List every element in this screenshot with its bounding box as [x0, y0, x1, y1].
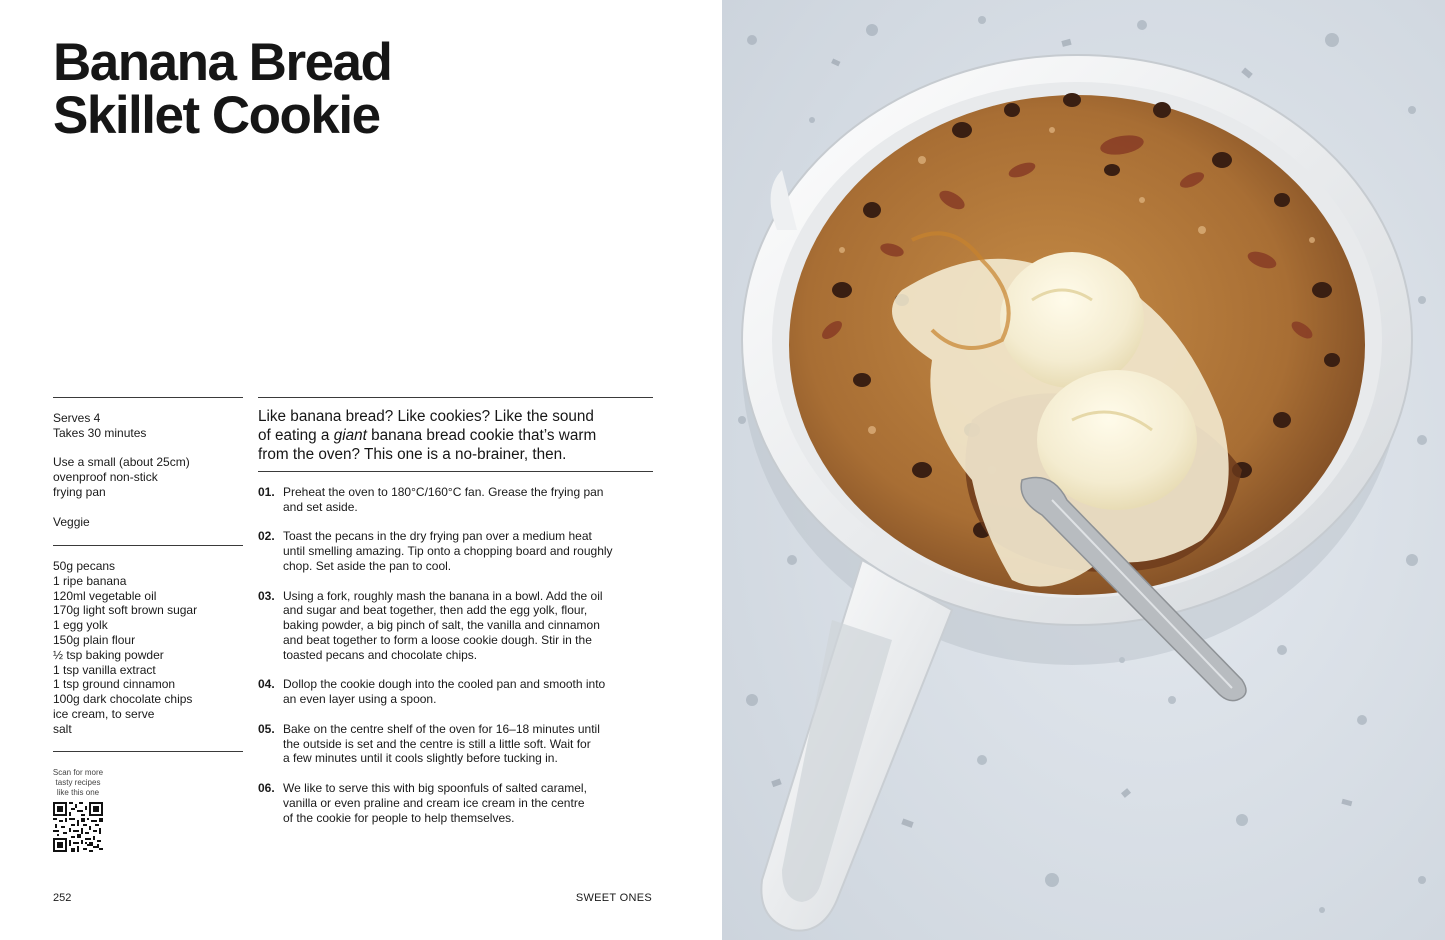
method-step: [258, 722, 658, 766]
intro-line: [258, 426, 658, 445]
intro-text: of eating a: [258, 427, 334, 444]
equipment-line: frying pan: [53, 484, 106, 499]
ingredient-item: ice cream, to serve: [53, 706, 155, 721]
step-number: 01.: [258, 485, 275, 499]
qr-caption-line: tasty recipes: [55, 778, 101, 787]
recipe-title: [53, 33, 392, 145]
intro-top-divider: [258, 397, 653, 398]
recipe-meta: [53, 411, 243, 544]
intro-text: banana bread cookie that’s warm: [366, 427, 597, 444]
method-step: [258, 781, 658, 825]
step-number: 05.: [258, 721, 275, 736]
step-text: of the cookie for people to help themselves.: [283, 810, 515, 825]
step-number: 03.: [258, 588, 275, 603]
ice-cream-scoop: [1000, 252, 1144, 388]
step-text: an even layer using a spoon.: [283, 692, 437, 707]
intro-line: Like banana bread? Like cookies? Like the sound: [258, 408, 594, 425]
recipe-intro: [258, 407, 658, 464]
step-text: Dollop the cookie dough into the cooled pan and smooth into: [283, 677, 606, 692]
ingredient-item: 150g plain flour: [53, 632, 136, 647]
time-text: Takes 30 minutes: [53, 425, 147, 440]
step-text: We like to serve this with big spoonfuls of salted caramel,: [283, 780, 587, 795]
ingredient-item: 50g pecans: [53, 559, 116, 573]
recipe-title-line-1: Banana Bread: [53, 33, 392, 92]
qr-caption: [46, 768, 110, 798]
step-text: Using a fork, roughly mash the banana in a bowl. Add the oil: [283, 588, 603, 603]
page-number: 252: [53, 892, 72, 904]
equipment-line: ovenproof non-stick: [53, 470, 158, 485]
recipe-title-line-2: Skillet Cookie: [53, 86, 380, 145]
ingredient-item: 1 ripe banana: [53, 573, 127, 588]
serves-text: Serves 4: [53, 411, 101, 425]
ingredient-item: 1 tsp vanilla extract: [53, 662, 156, 677]
step-text: the outside is set and the centre is still a little soft. Wait for: [283, 736, 591, 751]
section-name: SWEET ONES: [575, 892, 652, 904]
skillet-cookie-photo: [722, 0, 1445, 940]
step-text: until smelling amazing. Tip onto a chopping board and roughly: [283, 544, 613, 559]
recipe-text-page: [0, 0, 722, 940]
method-steps: [258, 485, 658, 840]
step-text: Bake on the centre shelf of the oven for 16–18 minutes until: [283, 721, 600, 736]
step-text: baking powder, a big pinch of salt, the vanilla and cinnamon: [283, 618, 600, 633]
ingredient-item: salt: [53, 721, 72, 736]
equipment-note: [53, 455, 243, 499]
method-step: [258, 529, 658, 573]
intro-bottom-divider: [258, 471, 653, 472]
step-text: and sugar and beat together, then add the egg yolk, flour,: [283, 603, 588, 618]
qr-caption-line: Scan for more: [52, 768, 104, 777]
ice-cream-scoop: [1037, 370, 1197, 510]
recipe-photo: [722, 0, 1445, 940]
step-text: a few minutes until it cools slightly before tucking in.: [283, 751, 558, 766]
step-text: and beat together to form a loose cookie dough. Stir in the: [283, 632, 592, 647]
qr-code-icon[interactable]: [53, 802, 103, 852]
step-text: chop. Set aside the pan to cool.: [283, 558, 452, 573]
step-text: toasted pecans and chocolate chips.: [283, 647, 478, 662]
method-step: [258, 589, 658, 663]
ingredient-item: 100g dark chocolate chips: [53, 692, 193, 707]
intro-emphasis: giant: [333, 427, 367, 444]
ingredients-bottom-divider: [53, 751, 243, 752]
qr-caption-line: like this one: [56, 788, 100, 797]
method-step: [258, 485, 658, 515]
step-text: Toast the pecans in the dry frying pan over a medium heat: [283, 529, 592, 544]
method-step: [258, 677, 658, 707]
diet-label: Veggie: [53, 514, 90, 529]
equipment-line: Use a small (about 25cm): [53, 455, 190, 470]
ingredient-item: 170g light soft brown sugar: [53, 603, 198, 618]
intro-line: from the oven? This one is a no-brainer, then.: [258, 446, 567, 463]
ingredients-top-divider: [53, 545, 243, 546]
step-number: 06.: [258, 780, 275, 795]
step-text: and set aside.: [283, 499, 358, 514]
step-number: 04.: [258, 677, 275, 692]
meta-top-divider: [53, 397, 243, 398]
step-text: Preheat the oven to 180°C/160°C fan. Grease the frying pan: [283, 485, 604, 499]
ingredient-item: ½ tsp baking powder: [53, 647, 164, 662]
ingredient-item: 120ml vegetable oil: [53, 588, 157, 603]
step-number: 02.: [258, 529, 275, 544]
ingredient-item: 1 tsp ground cinnamon: [53, 677, 176, 692]
ingredient-list: [53, 559, 243, 737]
step-text: vanilla or even praline and cream ice cream in the centre: [283, 795, 585, 810]
ingredient-item: 1 egg yolk: [53, 618, 108, 633]
